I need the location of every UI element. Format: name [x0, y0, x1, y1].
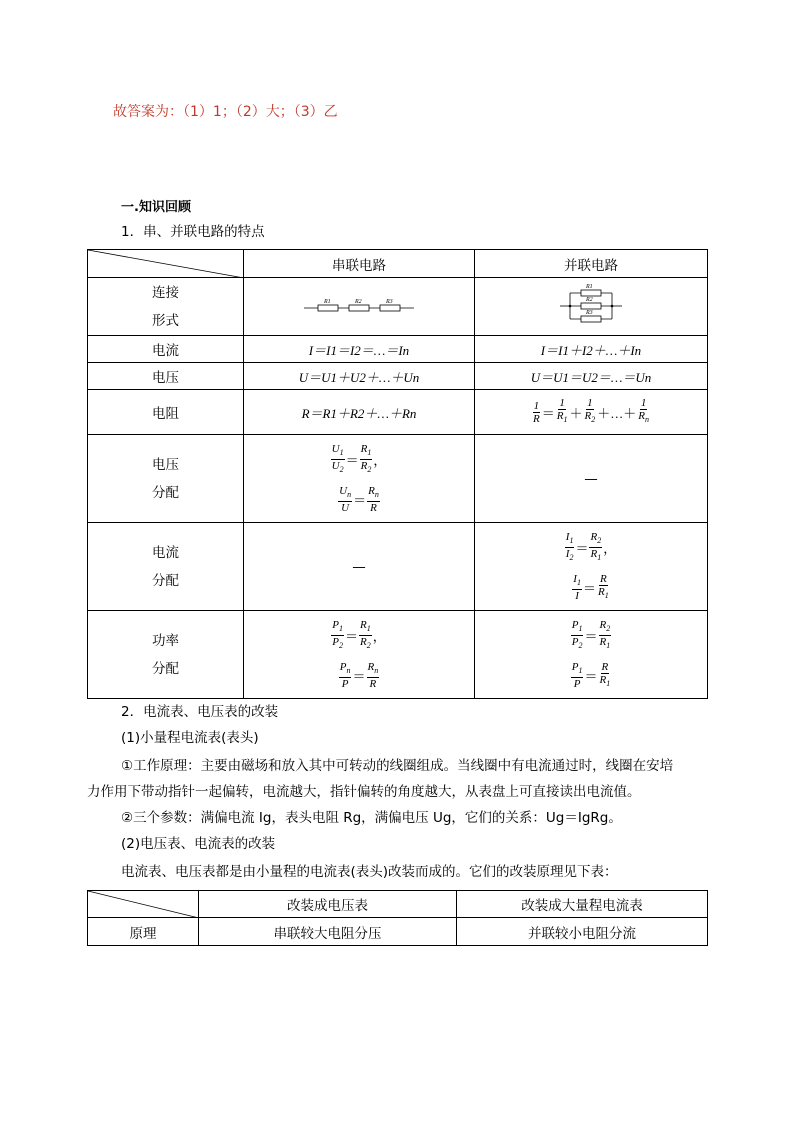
header-ammeter: 改装成大量程电流表 — [457, 891, 708, 918]
header-series: 串联电路 — [244, 250, 475, 278]
parallel-voltage-formula: U＝U1＝U2＝…＝Un — [475, 363, 708, 390]
row-vdiv-label-2: 分配 — [152, 484, 179, 501]
series-circuit-diagram — [244, 278, 475, 336]
item1-title: 1．串、并联电路的特点 — [121, 224, 265, 240]
header-voltmeter: 改装成电压表 — [199, 891, 457, 918]
parallel-r2-label: R2 — [586, 296, 593, 303]
row-idiv-label-2: 分配 — [152, 572, 179, 589]
row-current-division-label — [88, 523, 244, 611]
row-current-label: 电流 — [88, 336, 244, 363]
conversion-intro: 电流表、电压表都是由小量程的电流表(表头)改装而成的。它们的改装原理见下表： — [121, 864, 618, 880]
row-power-division-label — [88, 611, 244, 699]
row-pdiv-label-1: 功率 — [152, 632, 179, 649]
header-diagonal-cell — [88, 250, 244, 278]
series-circuit-svg — [304, 295, 414, 315]
series-voltage-division: $\frac{U_1}{U_2}$ ＝ $\frac{R_1}{R_2}$ ， $\frac{U_n}{U}$ ＝ $\frac{R_n}{R}$ — [244, 435, 475, 523]
ammeter-principle: 并联较小电阻分流 — [457, 918, 708, 946]
series-power-division: $\frac{P_1}{P_2}$ ＝ $\frac{R_1}{R_2}$ ， $\frac{P_n}{P}$ ＝ $\frac{R_n}{R}$ — [244, 611, 475, 699]
row-pdiv-label-2: 分配 — [152, 660, 179, 677]
sub1-title: (1)小量程电流表(表头) — [121, 730, 259, 746]
parallel-r1-label: R1 — [586, 283, 593, 290]
section-title: 一.知识回顾 — [121, 200, 191, 215]
series-resistance-formula: R＝R1＋R2＋…＋Rn — [244, 390, 475, 435]
row-voltage-division-label — [88, 435, 244, 523]
row-vdiv-label-1: 电压 — [152, 456, 179, 473]
parallel-circuit-svg — [560, 281, 622, 329]
parallel-r3-label: R3 — [586, 309, 593, 316]
row-idiv-label-1: 电流 — [152, 544, 179, 561]
parallel-resistance-formula: $\frac{1}{R}$ ＝ $\frac{1}{R_1}$ ＋ $\frac{1}{R_2}$ ＋…＋ $\frac{1}{R_n}$ — [475, 390, 708, 435]
work-principle-line1: ①工作原理：主要由磁场和放入其中可转动的线圈组成。当线圈中有电流通过时，线圈在安培 — [121, 758, 674, 774]
row-connect-label-2: 形式 — [152, 312, 179, 329]
parallel-circuit-diagram — [475, 278, 708, 336]
sub2-title: (2)电压表、电流表的改装 — [121, 836, 276, 852]
row-connect-label — [88, 278, 244, 336]
conversion-table — [87, 890, 708, 946]
series-current-division-dash: — — [244, 523, 475, 611]
row-resistance-label: 电阻 — [88, 390, 244, 435]
work-principle-line2: 力作用下带动指针一起偏转，电流越大，指针偏转的角度越大，从表盘上可直接读出电流值。 — [87, 784, 641, 800]
series-r3-label: R3 — [386, 298, 393, 305]
parallel-current-formula: I＝I1＋I2＋…＋In — [475, 336, 708, 363]
conversion-header-diagonal — [88, 891, 199, 918]
item2-title: 2．电流表、电压表的改装 — [121, 704, 279, 720]
voltmeter-principle: 串联较大电阻分压 — [199, 918, 457, 946]
parallel-power-division: $\frac{P_1}{P_2}$ ＝ $\frac{R_2}{R_1}$ $\frac{P_1}{P}$ ＝ $\frac{R}{R_1}$ — [475, 611, 708, 699]
series-voltage-formula: U＝U1＋U2＋…＋Un — [244, 363, 475, 390]
row-principle-label: 原理 — [88, 918, 199, 946]
series-r2-label: R2 — [355, 298, 362, 305]
series-current-formula: I＝I1＝I2＝…＝In — [244, 336, 475, 363]
parallel-voltage-division-dash: — — [475, 435, 708, 523]
row-voltage-label: 电压 — [88, 363, 244, 390]
series-r1-label: R1 — [324, 298, 331, 305]
parallel-current-division: $\frac{I_1}{I_2}$ ＝ $\frac{R_2}{R_1}$ ， $\frac{I_1}{I}$ ＝ $\frac{R}{R_1}$ — [475, 523, 708, 611]
row-connect-label-1: 连接 — [152, 284, 179, 301]
three-params: ②三个参数：满偏电流 Ig，表头电阻 Rg，满偏电压 Ug，它们的关系：Ug＝IgRg。 — [121, 810, 622, 826]
header-parallel: 并联电路 — [475, 250, 708, 278]
series-parallel-table — [87, 249, 708, 699]
answer-text: 故答案为：（1）1；（2）大；（3）乙 — [113, 104, 338, 120]
